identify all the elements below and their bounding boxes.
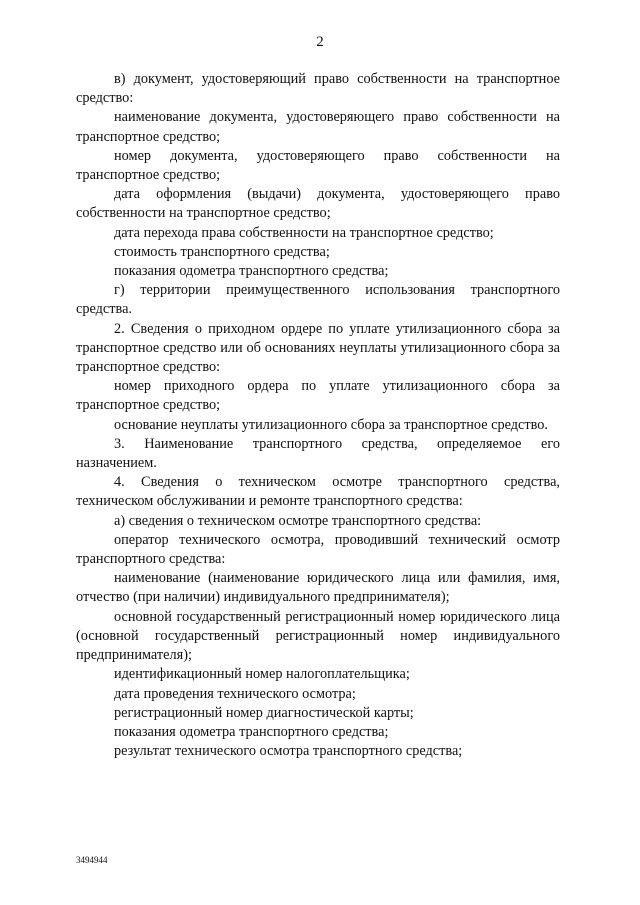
paragraph: а) сведения о техническом осмотре транспортного средства: — [114, 512, 482, 529]
paragraph: дата перехода права собственности на транспортное средство; — [114, 224, 494, 241]
paragraph: стоимость транспортного средства; — [114, 243, 330, 260]
paragraph: регистрационный номер диагностической карты; — [114, 704, 414, 721]
paragraph: основание неуплаты утилизационного сбора за транспортное средство. — [114, 416, 549, 433]
page-number: 2 — [316, 34, 324, 50]
paragraph: номер приходного ордера по уплате утилизационного сбора за транспортное средство; — [76, 378, 560, 414]
paragraph: дата оформления (выдачи) документа, удостоверяющего право собственности на транспортное средство; — [76, 186, 560, 222]
paragraph: 4. Сведения о техническом осмотре транспортного средства, техническом обслуживании и ремонте транспортного средства: — [76, 474, 560, 510]
document-body — [76, 70, 560, 761]
paragraph: г) территории преимущественного использования транспортного средства. — [76, 282, 560, 318]
paragraph: показания одометра транспортного средства; — [114, 723, 389, 740]
paragraph: основной государственный регистрационный номер юридического лица (основной государственный регистрационный номер индивидуального предпринимателя); — [76, 608, 560, 664]
paragraph: результат технического осмотра транспортного средства; — [114, 743, 463, 760]
paragraph: оператор технического осмотра, проводивший технический осмотр транспортного средства: — [76, 531, 560, 568]
document-id: 3494944 — [76, 855, 108, 865]
paragraph: номер документа, удостоверяющего право собственности на транспортное средство; — [76, 147, 560, 184]
paragraph: идентификационный номер налогоплательщика; — [114, 666, 410, 683]
paragraph: дата проведения технического осмотра; — [114, 685, 356, 702]
paragraph: 3. Наименование транспортного средства, определяемое его назначением. — [76, 435, 560, 472]
paragraph: 2. Сведения о приходном ордере по уплате утилизационного сбора за транспортное средство или об основаниях неуплаты утилизационного сбора за транспортное средство: — [76, 320, 560, 376]
paragraph: в) документ, удостоверяющий право собственности на транспортное средство: — [76, 71, 560, 107]
paragraph: показания одометра транспортного средства; — [114, 263, 389, 280]
paragraph: наименование документа, удостоверяющего право собственности на транспортное средство; — [76, 109, 560, 145]
paragraph: наименование (наименование юридического лица или фамилия, имя, отчество (при наличии) индивидуального предпринимателя); — [76, 570, 560, 606]
